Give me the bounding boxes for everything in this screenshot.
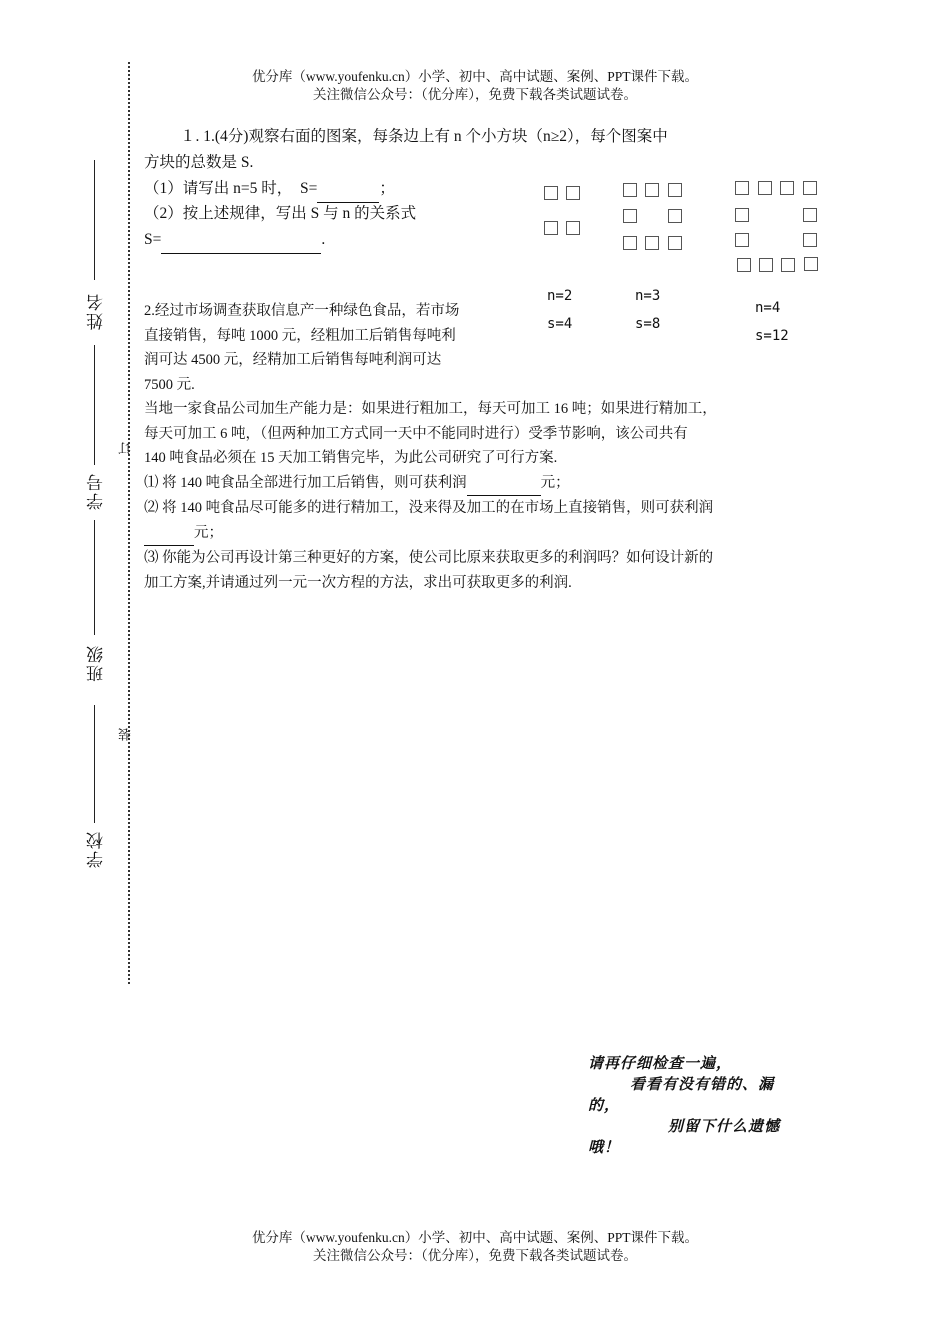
q2-line1: 2.经过市场调查获取信息产一种绿色食品，若市场 bbox=[144, 303, 460, 319]
q2-sub1-end: 元； bbox=[540, 474, 570, 491]
figure-square bbox=[566, 221, 580, 235]
binding-zhuang-mark: 装 bbox=[118, 728, 133, 741]
q2-line3: 润可达 4500 元，经精加工后销售每吨利润可达 bbox=[144, 352, 442, 368]
figure-n3-n-label: n=3 bbox=[635, 288, 661, 304]
figure-square bbox=[623, 236, 637, 250]
figure-n2-n-label: n=2 bbox=[547, 288, 573, 304]
review-reminder-note bbox=[588, 1053, 818, 1158]
q1-part2-prefix: S= bbox=[144, 231, 162, 248]
q1-stem-line2: 方块的总数是 S. bbox=[144, 154, 254, 171]
q2-intro bbox=[144, 299, 717, 595]
figure-square bbox=[668, 183, 682, 197]
q1-part1-answer-blank[interactable] bbox=[317, 176, 379, 203]
figure-n2-s-label: s=4 bbox=[547, 316, 573, 332]
figure-square bbox=[623, 209, 637, 223]
note-line1: 请再仔细检查一遍， bbox=[588, 1054, 733, 1072]
figure-square bbox=[623, 183, 637, 197]
school-blank bbox=[94, 705, 96, 823]
note-line4: 别留下什么遗憾 bbox=[668, 1117, 781, 1135]
q2-sub2-line2 bbox=[144, 521, 717, 547]
q2-line4: 7500 元. bbox=[144, 376, 195, 393]
header-line-2: 关注微信公众号：（优分库），免费下载各类试题试卷。 bbox=[313, 87, 637, 102]
q2-sub1-text: ⑴ 将 140 吨食品全部进行加工后销售，则可获利润 bbox=[144, 474, 467, 491]
figure-square bbox=[758, 181, 772, 195]
binding-dotted-line bbox=[128, 62, 130, 984]
q2-line6: 每天可加工 6 吨，（但两种加工方式同一天中不能同时进行）受季节影响，该公司共有 bbox=[144, 425, 688, 442]
figure-square bbox=[566, 186, 580, 200]
figure-square bbox=[804, 257, 818, 271]
class-label: 班级 bbox=[87, 644, 106, 682]
figure-square bbox=[544, 186, 558, 200]
q1-part2-answer bbox=[144, 227, 325, 254]
figure-n4 bbox=[730, 178, 830, 278]
figure-square bbox=[645, 183, 659, 197]
q1-part1-end: ； bbox=[379, 180, 395, 197]
note-line5: 哦！ bbox=[588, 1138, 621, 1156]
school-label: 学校 bbox=[87, 830, 106, 868]
header-line-1: 优分库（www.youfenku.cn）小学、初中、高中试题、案例、PPT课件下载。 bbox=[251, 69, 699, 84]
figure-square bbox=[668, 236, 682, 250]
figure-square bbox=[735, 233, 749, 247]
figure-square bbox=[781, 258, 795, 272]
footer-line-2: 关注微信公众号：（优分库），免费下载各类试题试卷。 bbox=[313, 1248, 637, 1263]
q2-sub1-answer-blank[interactable] bbox=[467, 471, 541, 497]
figure-square bbox=[735, 181, 749, 195]
q2-sub3-line1: ⑶ 你能为公司再设计第三种更好的方案，使公司比原来获取更多的利润吗？如何设计新的 bbox=[144, 550, 714, 566]
q1-part1 bbox=[144, 176, 395, 203]
figure-square bbox=[668, 209, 682, 223]
q1-part2-end: . bbox=[321, 231, 326, 248]
figure-n2 bbox=[540, 182, 600, 242]
figure-square bbox=[803, 233, 817, 247]
q2-sub2-answer-blank[interactable] bbox=[144, 521, 194, 547]
figure-square bbox=[737, 258, 751, 272]
note-line3: 的， bbox=[588, 1096, 621, 1114]
q2-sub1 bbox=[144, 471, 717, 497]
figure-n3 bbox=[620, 180, 700, 260]
q1-part2: （2）按上述规律，写出 S 与 n 的关系式 bbox=[144, 205, 417, 222]
figure-n3-s-label: s=8 bbox=[635, 316, 661, 332]
q2-sub3-line2: 加工方案,并请通过列一元一次方程的方法，求出可获取更多的利润. bbox=[144, 574, 572, 591]
note-line2: 看看有没有错的、漏 bbox=[630, 1075, 775, 1093]
q2-line5: 当地一家食品公司加生产能力是：如果进行粗加工，每天可加工 16 吨；如果进行精加工， bbox=[144, 401, 717, 417]
footer-line-1: 优分库（www.youfenku.cn）小学、初中、高中试题、案例、PPT课件下载。 bbox=[251, 1230, 699, 1245]
q2-line2: 直接销售，每吨 1000 元，经粗加工后销售每吨利 bbox=[144, 327, 456, 344]
figure-n4-s-label: s=12 bbox=[755, 328, 789, 344]
q2-sub2-end: 元； bbox=[194, 524, 223, 541]
figure-square bbox=[803, 181, 817, 195]
q1-part2-answer-blank[interactable] bbox=[161, 227, 321, 254]
figure-square bbox=[780, 181, 794, 195]
student-id-label: 学号 bbox=[87, 472, 106, 510]
figure-square bbox=[645, 236, 659, 250]
figure-square bbox=[759, 258, 773, 272]
figure-n4-labels bbox=[755, 294, 789, 350]
q2-line7: 140 吨食品必须在 15 天加工销售完毕，为此公司研究了可行方案. bbox=[144, 450, 558, 466]
q2-sub2-line1: ⑵ 将 140 吨食品尽可能多的进行精加工，没来得及加工的在市场上直接销售，则可获利润 bbox=[144, 500, 714, 516]
figure-n4-n-label: n=4 bbox=[755, 300, 781, 316]
figure-square bbox=[803, 208, 817, 222]
name-blank bbox=[94, 160, 96, 280]
figure-square bbox=[544, 221, 558, 235]
figure-square bbox=[735, 208, 749, 222]
binding-ding-mark: 订 bbox=[118, 442, 133, 455]
class-blank bbox=[94, 520, 96, 635]
q1-stem-line1: １. 1.(4分)观察右面的图案，每条边上有 n 个小方块（n≥2），每个图案中 bbox=[180, 128, 668, 145]
student-id-blank bbox=[94, 345, 96, 465]
name-label: 姓名 bbox=[87, 292, 106, 330]
q1-part1-text: （1）请写出 n=5 时， S= bbox=[144, 180, 318, 197]
